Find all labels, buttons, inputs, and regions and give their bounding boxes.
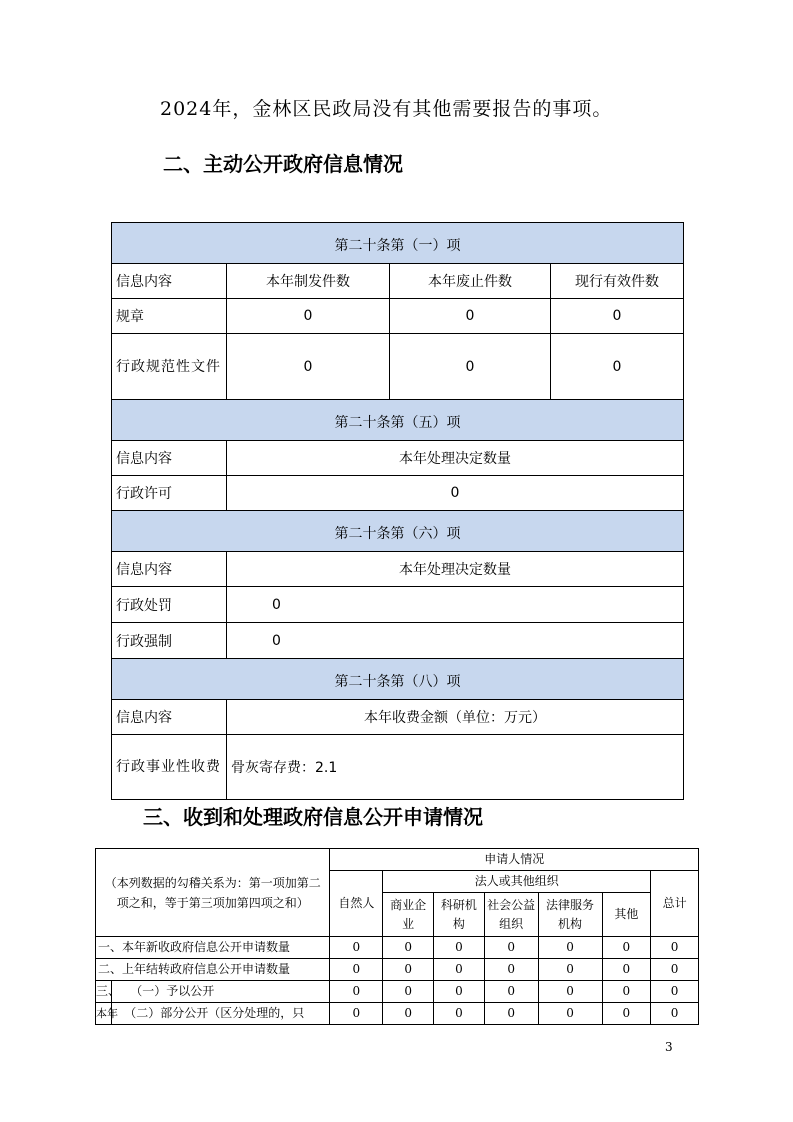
value-cell: 0 — [538, 1003, 602, 1025]
value-cell: 0 — [551, 299, 684, 334]
row-label: 行政处罚 — [112, 587, 227, 623]
header-cell: 信息内容 — [112, 552, 227, 587]
row-label: 规章 — [112, 299, 227, 334]
value-cell: 0 — [330, 959, 383, 981]
row-label: 行政事业性收费 — [112, 735, 227, 800]
value-cell: 0 — [434, 981, 485, 1003]
row-label: 行政许可 — [112, 476, 227, 511]
value-cell: 0 — [390, 334, 551, 400]
value-cell: 0 — [227, 476, 684, 511]
row-label: （二）部分公开（区分处理的，只 — [112, 1003, 330, 1025]
col-header: 其他 — [602, 893, 651, 937]
header-cell: 本年制发件数 — [227, 264, 390, 299]
total-header: 总计 — [651, 871, 699, 937]
header-cell: 本年处理决定数量 — [227, 441, 684, 476]
header-cell: 本年废止件数 — [390, 264, 551, 299]
value-cell: 0 — [484, 981, 538, 1003]
band-article-20-6: 第二十条第（六）项 — [112, 511, 684, 552]
table-note: （本列数据的勾稽关系为：第一项加第二项之和，等于第三项加第四项之和） — [96, 849, 330, 937]
value-cell: 0 — [651, 981, 699, 1003]
applicant-header: 申请人情况 — [330, 849, 699, 871]
value-cell: 0 — [602, 937, 651, 959]
value-cell: 0 — [383, 959, 434, 981]
value-cell: 0 — [602, 981, 651, 1003]
row-label: 一、本年新收政府信息公开申请数量 — [96, 937, 330, 959]
header-cell: 信息内容 — [112, 264, 227, 299]
intro-paragraph: 2024年，金林区民政局没有其他需要报告的事项。 — [160, 98, 613, 120]
legal-org-header: 法人或其他组织 — [383, 871, 651, 893]
value-cell: 0 — [602, 1003, 651, 1025]
row-label: 行政规范性文件 — [112, 334, 227, 400]
value-cell: 0 — [227, 334, 390, 400]
value-cell: 0 — [227, 587, 684, 623]
header-cell: 信息内容 — [112, 700, 227, 735]
value-cell: 0 — [651, 1003, 699, 1025]
group-label: 三、 — [96, 981, 112, 1003]
value-cell: 0 — [538, 937, 602, 959]
value-cell: 0 — [484, 1003, 538, 1025]
section2-title: 二、主动公开政府信息情况 — [163, 152, 403, 176]
value-cell: 0 — [434, 959, 485, 981]
header-cell: 信息内容 — [112, 441, 227, 476]
natural-person-header: 自然人 — [330, 871, 383, 937]
value-cell: 0 — [538, 959, 602, 981]
value-cell: 0 — [484, 937, 538, 959]
application-table — [95, 848, 699, 1025]
value-cell: 0 — [484, 959, 538, 981]
header-cell: 本年处理决定数量 — [227, 552, 684, 587]
value-cell: 0 — [651, 937, 699, 959]
value-cell: 0 — [434, 937, 485, 959]
value-cell: 0 — [538, 981, 602, 1003]
value-cell: 0 — [390, 299, 551, 334]
value-cell: 0 — [227, 623, 684, 659]
value-cell: 骨灰寄存费：2.1 — [227, 735, 684, 800]
value-cell: 0 — [330, 981, 383, 1003]
col-header: 社会公益组织 — [484, 893, 538, 937]
band-article-20-1: 第二十条第（一）项 — [112, 223, 684, 264]
value-cell: 0 — [551, 334, 684, 400]
value-cell: 0 — [651, 959, 699, 981]
band-article-20-5: 第二十条第（五）项 — [112, 400, 684, 441]
group-label: 本年 — [96, 1003, 112, 1025]
row-label: 行政强制 — [112, 623, 227, 659]
value-cell: 0 — [383, 937, 434, 959]
value-cell: 0 — [383, 1003, 434, 1025]
value-cell: 0 — [227, 299, 390, 334]
proactive-disclosure-table — [111, 222, 684, 800]
value-cell: 0 — [330, 1003, 383, 1025]
header-cell: 现行有效件数 — [551, 264, 684, 299]
col-header: 法律服务机构 — [538, 893, 602, 937]
band-article-20-8: 第二十条第（八）项 — [112, 659, 684, 700]
value-cell: 0 — [330, 937, 383, 959]
col-header: 商业企业 — [383, 893, 434, 937]
value-cell: 0 — [602, 959, 651, 981]
col-header: 科研机构 — [434, 893, 485, 937]
header-cell: 本年收费金额（单位：万元） — [227, 700, 684, 735]
value-cell: 0 — [434, 1003, 485, 1025]
value-cell: 0 — [383, 981, 434, 1003]
row-label: （一）予以公开 — [112, 981, 330, 1003]
row-label: 二、上年结转政府信息公开申请数量 — [96, 959, 330, 981]
section3-title: 三、收到和处理政府信息公开申请情况 — [143, 805, 483, 829]
page-number: 3 — [665, 1040, 673, 1054]
